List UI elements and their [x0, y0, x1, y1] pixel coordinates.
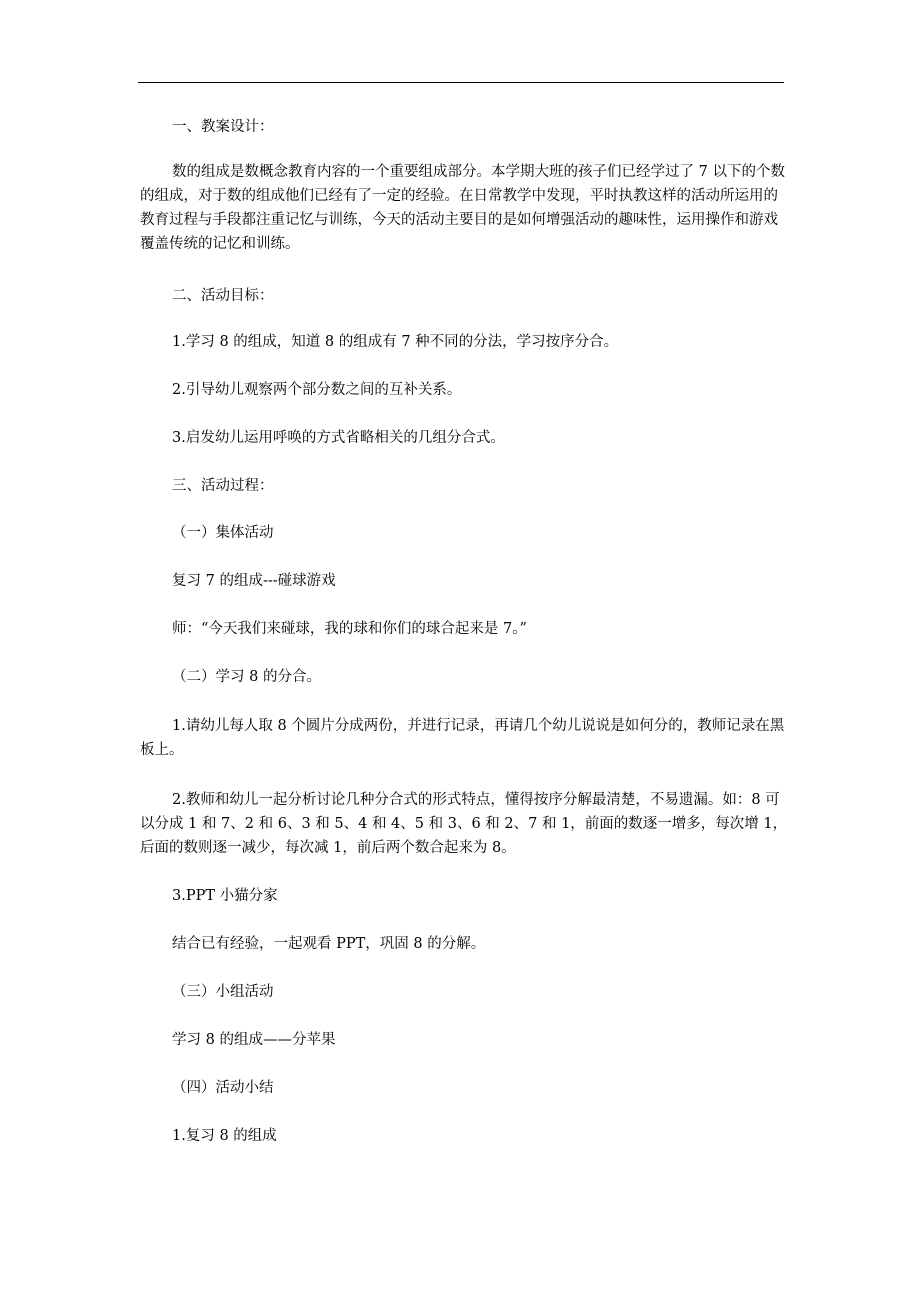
paragraph-summary-1: 1.复习 8 的组成	[172, 1128, 277, 1144]
paragraph-step-2: 2.教师和幼儿一起分析讨论几种分合式的形式特点，懂得按序分解最清楚，不易遗漏。如：8 可以分成 1 和 7、2 和 6、3 和 5、4 和 4、5 和 3、6 和 2、7 和 1，前面的数逐一增多，每次增 1，后面的数则逐一减少，每次减 1，前后两个数合起来为 8。	[140, 792, 788, 856]
paragraph-review-7: 复习 7 的组成---碰球游戏	[172, 573, 336, 589]
subheading-summary: （四）活动小结	[172, 1080, 274, 1096]
paragraph-ppt-review: 结合已有经验，一起观看 PPT，巩固 8 的分解。	[172, 936, 486, 952]
subheading-small-group: （三）小组活动	[172, 984, 274, 1000]
paragraph-design-body: 数的组成是数概念教育内容的一个重要组成部分。本学期大班的孩子们已经学过了 7 以下的个数的组成，对于数的组成他们已经有了一定的经验。在日常教学中发现，平时执教这样的活动所运用的教育过程与手段都注重记忆与训练，今天的活动主要目的是如何增强活动的趣味性，运用操作和游戏覆盖传统的记忆和训练。	[140, 164, 785, 252]
paragraph-teacher-quote: 师：“今天我们来碰球，我的球和你们的球合起来是 7。”	[172, 621, 527, 637]
paragraph-share-apples: 学习 8 的组成——分苹果	[172, 1032, 336, 1048]
goal-item-3: 3.启发幼儿运用呼唤的方式省略相关的几组分合式。	[172, 430, 505, 446]
header-rule	[138, 82, 784, 83]
paragraph-step-3: 3.PPT 小猫分家	[172, 888, 278, 904]
subheading-learn-8: （二）学习 8 的分合。	[172, 669, 321, 685]
paragraph-step-1: 1.请幼儿每人取 8 个圆片分成两份，并进行记录，再请几个幼儿说说是如何分的，教师记录在黑板上。	[140, 718, 785, 758]
goal-item-1: 1.学习 8 的组成，知道 8 的组成有 7 种不同的分法，学习按序分合。	[172, 334, 619, 350]
heading-activity-goals: 二、活动目标：	[172, 288, 274, 304]
goal-item-2: 2.引导幼儿观察两个部分数之间的互补关系。	[172, 382, 462, 398]
heading-lesson-design: 一、教案设计：	[172, 119, 274, 135]
subheading-group-activity: （一）集体活动	[172, 525, 274, 541]
heading-activity-process: 三、活动过程：	[172, 478, 274, 494]
